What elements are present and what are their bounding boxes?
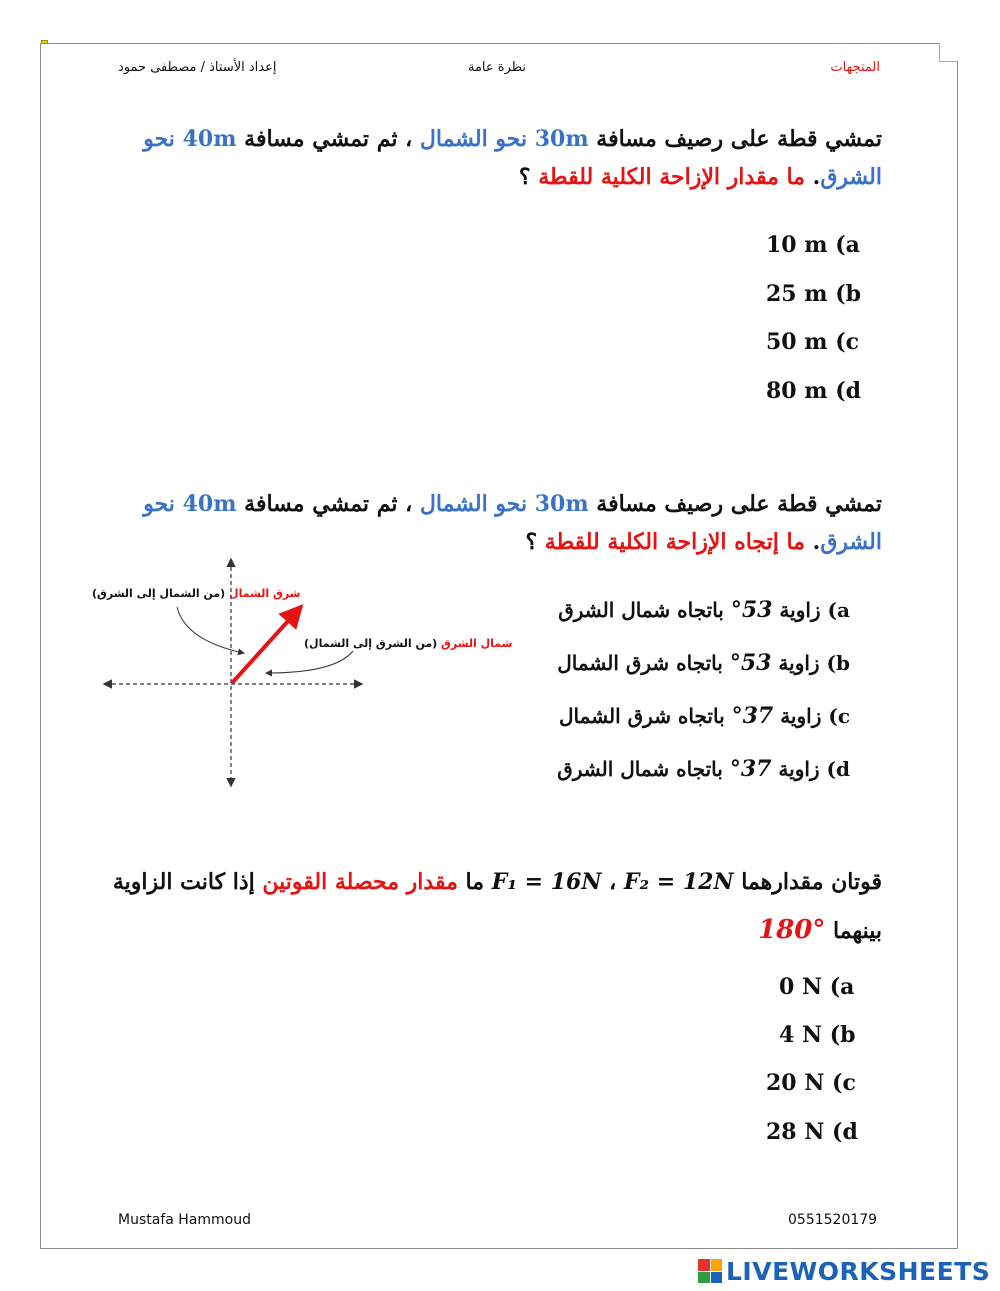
q2-distance-north: 30m نحو الشمال [419, 491, 589, 517]
q2-part: ؟ [525, 529, 545, 555]
logo-square [711, 1259, 723, 1271]
topic-title: المتجهات [830, 60, 880, 75]
angle-word: زاوية [780, 704, 822, 728]
diagram-label-1-red: شرق الشمال [229, 587, 301, 600]
q3-option-d[interactable]: 28 N (d [766, 1119, 858, 1145]
q3-option-b[interactable]: 4 N (b [779, 1022, 856, 1048]
q3-ask: مقدار محصلة القوتين [262, 869, 458, 895]
angle-word: زاوية [778, 757, 820, 781]
question-1-text [90, 120, 882, 196]
angle-value: 37° [729, 756, 772, 782]
q3-part: قوتان مقدارهما [733, 869, 882, 895]
diagram-label-2-note: (من الشرق إلى الشمال) [304, 637, 442, 650]
q2-option-d[interactable]: d) زاوية 37° باتجاه شمال الشرق [557, 756, 850, 782]
q1-part: . [805, 164, 821, 190]
footer-name: Mustafa Hammoud [118, 1212, 251, 1228]
author-credit: إعداد الأستاذ / مصطفى حمود [118, 60, 277, 75]
curve-arrow-1 [177, 607, 243, 653]
option-letter: a [837, 598, 850, 622]
q1-ask: ما مقدار الإزاحة الكلية للقطة [538, 164, 806, 190]
angle-value: 53° [729, 650, 772, 676]
option-letter: c [837, 704, 850, 728]
q3-part: ما [457, 869, 492, 895]
q3-option-c[interactable]: 20 N (c [766, 1070, 856, 1096]
angle-value: 53° [730, 597, 773, 623]
diagram-label-1-note: (من الشمال إلى الشرق) [92, 587, 230, 600]
direction-text: باتجاه شرق الشمال [557, 651, 723, 675]
direction-text: باتجاه شرق الشمال [559, 704, 725, 728]
logo-square [711, 1272, 723, 1284]
q2-option-a[interactable]: a) زاوية 53° باتجاه شمال الشرق [558, 597, 850, 623]
liveworksheets-brand[interactable] [698, 1256, 990, 1286]
q3-part: ، [601, 869, 624, 895]
curve-arrow-2 [267, 651, 353, 673]
brand-name: LIVEWORKSHEETS [726, 1256, 991, 1286]
q2-ask: ما إتجاه الإزاحة الكلية للقطة [544, 529, 806, 555]
force-f1: F₁ = 16N [491, 869, 602, 895]
logo-square [698, 1259, 710, 1271]
logo-square [698, 1272, 710, 1284]
diagram-label-2-red: شمال الشرق [441, 637, 513, 650]
q1-part: تمشي قطة على رصيف مسافة [588, 126, 882, 152]
q3-angle: 180° [758, 915, 826, 945]
angle-value: 37° [731, 703, 774, 729]
force-f2: F₂ = 12N [623, 869, 734, 895]
question-2-text [90, 485, 882, 561]
q2-option-b[interactable]: b) زاوية 53° باتجاه شرق الشمال [557, 650, 850, 676]
question-3-text [90, 858, 882, 955]
q1-part: ، ثم تمشي مسافة [236, 126, 420, 152]
q3-part: إذا كانت الزاوية بينهما [112, 869, 882, 944]
page-corner-fold [939, 43, 958, 62]
liveworksheets-logo-icon [698, 1259, 722, 1283]
q1-distance-north: 30m نحو الشمال [419, 126, 589, 152]
q3-option-a[interactable]: 0 N (a [779, 974, 855, 1000]
direction-text: باتجاه شمال الشرق [558, 598, 724, 622]
angle-word: زاوية [779, 598, 821, 622]
q2-option-c[interactable]: c) زاوية 37° باتجاه شرق الشمال [559, 703, 850, 729]
q2-part: تمشي قطة على رصيف مسافة [588, 491, 882, 517]
option-letter: b [836, 651, 850, 675]
q1-option-c[interactable]: 50 m (c [766, 329, 860, 355]
angle-word: زاوية [778, 651, 820, 675]
q2-part: . [805, 529, 821, 555]
q1-option-d[interactable]: 80 m (d [766, 378, 862, 404]
q1-part: ؟ [518, 164, 539, 190]
q1-option-a[interactable]: 10 m (a [766, 232, 860, 258]
footer-phone: 0551520179 [788, 1212, 878, 1228]
q1-option-b[interactable]: 25 m (b [766, 281, 862, 307]
diagram-label-1 [92, 587, 301, 600]
subtitle: نظرة عامة [468, 60, 527, 75]
q1-distance-east: 40m نحو الشرق [143, 126, 882, 190]
diagram-label-2 [304, 637, 513, 650]
option-letter: d [836, 757, 850, 781]
direction-text: باتجاه شمال الشرق [557, 757, 723, 781]
q2-distance-east: 40m نحو الشرق [143, 491, 882, 555]
q2-part: ، ثم تمشي مسافة [236, 491, 420, 517]
